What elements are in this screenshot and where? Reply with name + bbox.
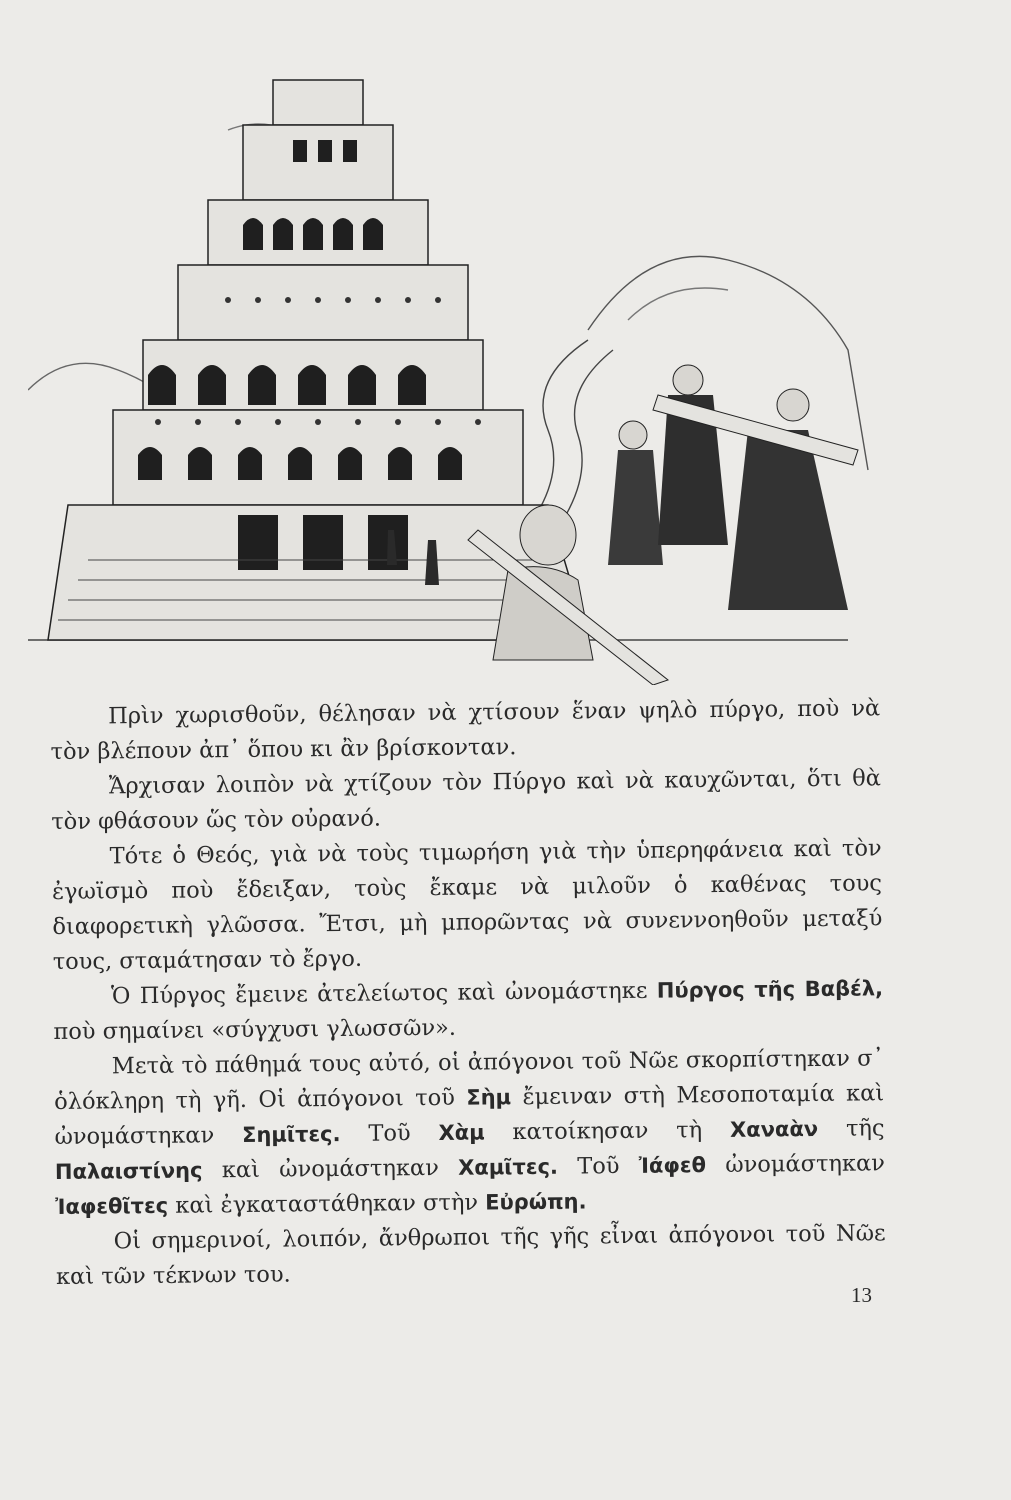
bold-term: Χαναὰν xyxy=(729,1116,819,1142)
text-run: Μετὰ τὸ πάθημά τους αὐτό, οἱ ἀπόγονοι τοῦ Νῶε σκορπίστηκαν σ᾽ ὁλόκληρη τὴ γῆ. Οἱ ἀπόγονοι τοῦ xyxy=(54,1045,884,1115)
text-run: Τοῦ xyxy=(340,1119,439,1147)
bold-term: Σημῖτες. xyxy=(241,1121,341,1148)
bold-term: Σὴμ xyxy=(466,1085,512,1110)
text-run: Ἄρχισαν λοιπὸν νὰ χτίζουν τὸν Πύργο καὶ νὰ καυχῶνται, ὅτι θὰ τὸν φθάσουν ὥς τὸν οὐρανό. xyxy=(51,765,882,835)
text-run: Πρὶν χωρισθοῦν, θέλησαν νὰ χτίσουν ἕναν ψηλὸ πύργο, ποὺ νὰ τὸν βλέπουν ἀπ᾽ ὅπου κι ἂν βρίσκονταν. xyxy=(50,695,881,765)
paragraph xyxy=(55,1216,886,1295)
bold-term: Πύργος τῆς Βαβέλ, xyxy=(656,976,884,1003)
bold-term: Χαμῖτες. xyxy=(458,1154,559,1180)
text-run: ποὺ σημαίνει «σύγχυσι γλωσσῶν». xyxy=(53,1014,457,1045)
bold-term: Εὐρώπη. xyxy=(485,1189,587,1215)
text-run: κατοίκησαν τὴ xyxy=(484,1116,731,1146)
page-number: 13 xyxy=(851,1283,872,1307)
tower-of-babel-illustration xyxy=(28,60,878,685)
bold-term: Παλαιστίνης xyxy=(54,1158,203,1184)
main-text xyxy=(50,691,886,1295)
text-run: ἔμειναν στὴ Μεσοποταμία καὶ ὠνομάστηκαν xyxy=(54,1080,885,1150)
text-run: Ὁ Πύργος ἔμεινε ἀτελείωτος καὶ ὠνομάστηκε xyxy=(110,977,657,1010)
paragraph xyxy=(50,691,881,770)
text-run: Τοῦ xyxy=(557,1152,639,1180)
bold-term: Ἰαφεθῖτες xyxy=(55,1193,169,1219)
paragraph xyxy=(53,971,884,1050)
paragraph xyxy=(51,761,882,840)
bold-term: Χὰμ xyxy=(438,1120,485,1145)
text-run: Τότε ὁ Θεός, γιὰ νὰ τοὺς τιμωρήση γιὰ τὴν ὑπερηφάνεια καὶ τὸν ἐγωϊσμὸ ποὺ ἔδειξαν, τοὺς ἔκαμε νὰ μιλοῦν ὁ καθένας τους διαφορετικὴ γλῶσσα. Ἔτσι, μὴ μπορῶντας νὰ συνεννοηθοῦν μεταξύ τους, σταμάτησαν τὸ ἔργο. xyxy=(51,835,883,975)
paragraph xyxy=(51,831,882,980)
text-run: Οἱ σημερινοί, λοιπόν, ἄνθρωποι τῆς γῆς εἶναι ἀπόγονοι τοῦ Νῶε καὶ τῶν τέκνων του. xyxy=(55,1220,886,1290)
text-run: καὶ ὠνομάστηκαν xyxy=(202,1154,459,1184)
paragraph xyxy=(54,1041,886,1225)
text-run: τῆς xyxy=(817,1115,885,1142)
text-run: καὶ ἐγκαταστάθηκαν στὴν xyxy=(168,1189,486,1219)
text-run: ὠνομάστηκαν xyxy=(705,1150,886,1179)
bold-term: Ἰάφεθ xyxy=(638,1153,707,1178)
